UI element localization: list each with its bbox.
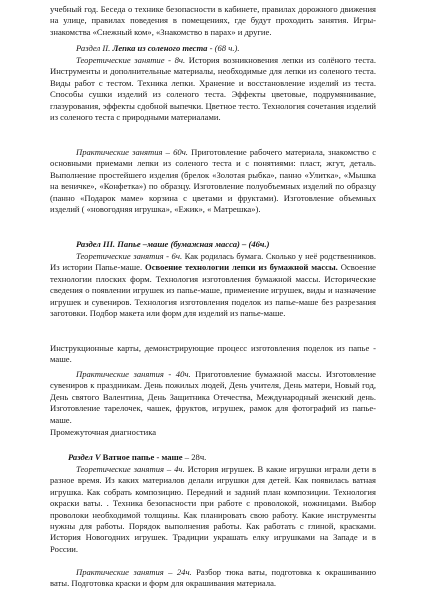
section-5-practice: Практические занятия – 24ч. Разбор тюка ваты, подготовка к окрашиванию ваты. Подготовка краски и форм для окрашивания материала.	[50, 567, 376, 589]
section-3-theory: Теоретические занятия - 6ч. Как родилась бумага. Сколько у неё родственников. Из истории Папье-маше. Освоение технологии лепки из бумажной массы. Освоение технологии плоских форм. Технология изготовления бумажной массы. Исторические сведения о появлении игрушек из папье-маше, применение игрушек, виды и назначение игрушек и сувениров. Технология изготовления поделок из папье-маше без разрезания заготовки. Подбор макета или форм для изделий из папье-маше.	[50, 251, 376, 319]
section-5-theory: Теоретические занятия – 4ч. История игрушек. В какие игрушки играли дети в разное время. Из каких материалов делали игрушки для детей. Как появилась ватная игрушка. Как собрать композицию. Передний и задний план композиции. Технология окраски ваты. . Техника безопасности при работе с проволокой, ножницами. Выбор проволоки необходимой толщины. Как планировать свою работу. Какие инструменты нужны для работы. Порядок выполнения работы. Как работать с глиной, красками. История Новогодних игрушек. Традиции украшать елку игрушками на Западе и в России.	[50, 464, 376, 554]
section-3-heading: Раздел III. Папье –маше (бумажная масса) – (46ч.)	[76, 239, 270, 249]
section-2-theory: Теоретические занятие - 8ч. История возникновения лепки из солёного теста. Инструменты и дополнительные материалы, необходимые для лепки из соленого теста. Виды работ с тестом. Техника лепки. Хранение и восстановление изделий из теста. Способы сушки изделий из соленого теста. Эффекты цветовые, подрумянивание, глазурования, эффекты сдобной выпечки. Цветное тесто. Технология сочетания изделий из соленого теста с природными материалами.	[50, 55, 376, 123]
section-5-heading: Раздел V Ватное папье - маше – 28ч.	[68, 452, 207, 462]
section-3-diagnostics: Промежуточная диагностика	[50, 427, 157, 437]
section-3-instruction-cards: Инструкционные карты, демонстрирующие процесс изготовления поделок из папье - маше.	[50, 343, 376, 365]
section-2-heading: Раздел II. Лепка из соленого теста - (68 ч.).	[76, 43, 240, 53]
intro-paragraph: учебный год. Беседа о технике безопасности в кабинете, правилах дорожного движения на улице, правилах поведения в помещениях, где будут проходить занятия. Игры-знакомства «Снежный ком», «Знакомство в парах» и другие.	[50, 4, 376, 37]
section-3-practice: Практические занятия - 40ч. Приготовление бумажной массы. Изготовление сувениров к праздникам. День пожилых людей, День учителя, День матери, Новый год, День святого Валентина, День Защитника Отечества, Международный женский день. Изготовление тарелочек, чашек, фруктов, игрушек, рамок для фотографий из папье-маше.	[50, 369, 376, 425]
section-2-practice: Практические занятия – 60ч. Приготовление рабочего материала, знакомство с основными приемами лепки из соленого теста и с понятиями: пласт, жгут, деталь. Выполнение простейшего изделия (брелок «Золотая рыбка», панно «Улитка», «Мышка на веничке», «Конфетка») по образцу. Изготовление полуобъемных изделий по образцу (панно «Подарок маме» корзина с цветами и фруктами). Изготовление объемных изделий ( «новогодняя игрушка», «Ежик», « Матрешка»).	[50, 147, 377, 215]
